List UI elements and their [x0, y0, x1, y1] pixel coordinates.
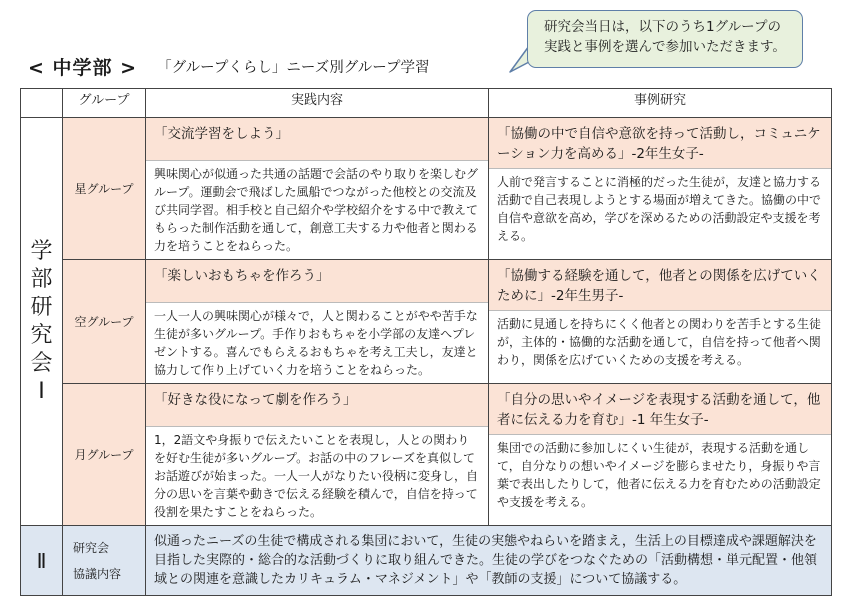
case-cell: [489, 260, 832, 384]
callout-line-2: 実践と事例を選んで参加いただきます。: [544, 39, 786, 55]
group-name: 星グループ: [63, 118, 146, 260]
section2-topic-line-1: 研究会: [73, 540, 110, 555]
section1-label-char: 学: [30, 238, 53, 264]
practice-cell: [146, 118, 489, 260]
section2-label: Ⅱ: [21, 526, 63, 596]
section1-label-char: Ⅰ: [38, 378, 45, 404]
page-subtitle: 「グループくらし」ニーズ別グループ学習: [157, 59, 430, 76]
header-case: 事例研究: [489, 89, 832, 118]
practice-description: 一人一人の興味関心が様々で，人と関わることがやや苦手な生徒が多いグループ。手作りおもちゃを小学部の友達へプレゼントする。喜んでもらえるおもちゃを考え工夫し，友達と協力して作り上げていく力を培うことをねらった。: [146, 303, 488, 383]
callout-note: [527, 10, 803, 68]
table-row: [21, 118, 832, 260]
section1-label-char: 研: [30, 294, 53, 320]
callout-line-1: 研究会当日は，以下のうち1グループの: [544, 19, 782, 35]
section1-label: [21, 118, 63, 526]
case-title: 「協働する経験を通して，他者との関係を広げていくために」-2年生男子-: [489, 260, 831, 311]
section2-topic: [63, 526, 146, 596]
header-practice: 実践内容: [146, 89, 489, 118]
practice-title: 「楽しいおもちゃを作ろう」: [146, 260, 488, 303]
group-name: 空グループ: [63, 260, 146, 384]
section1-label-char: 会: [30, 350, 53, 376]
section1-label-char: 究: [30, 322, 53, 348]
practice-title: 「交流学習をしよう」: [146, 118, 488, 161]
group-name: 月グループ: [63, 384, 146, 526]
case-cell: [489, 118, 832, 260]
study-table: [20, 88, 832, 596]
case-description: 人前で発言することに消極的だった生徒が，友達と協力する活動で自己表現しようとする場面が増えてきた。協働の中で自信や意欲を高め，学びを深めるための活動設定や支援を考える。: [489, 169, 831, 249]
practice-title: 「好きな役になって劇を作ろう」: [146, 384, 488, 427]
header-group: グループ: [63, 89, 146, 118]
section1-label-char: 部: [30, 266, 53, 292]
header-blank: [21, 89, 63, 118]
practice-cell: [146, 384, 489, 526]
case-cell: [489, 384, 832, 526]
table-header-row: [21, 89, 832, 118]
case-title: 「自分の思いやイメージを表現する活動を通して，他者に伝える力を育む」-1 年生女子-: [489, 384, 831, 435]
page-heading: [28, 52, 430, 80]
case-description: 集団での活動に参加しにくい生徒が，表現する活動を通して，自分なりの想いやイメージを膨らませたり，身振りや言葉で表出したりして，他者に伝える力を育むための活動設定や支援を考える。: [489, 435, 831, 515]
case-description: 活動に見通しを持ちにくく他者との関わりを苦手とする生徒が，主体的・協働的な活動を通して，自信を持って他者へ関わり，関係を広げていくための支援を考える。: [489, 311, 831, 373]
section2-topic-line-2: 協議内容: [73, 566, 122, 581]
practice-description: 1，2語文や身振りで伝えたいことを表現し，人との関わりを好む生徒が多いグループ。お話の中のフレーズを真似してお話遊びが始まった。一人一人がなりたい役柄に変身し，自分の思いを言葉や動きで伝える経験を積んで，自信を持って役割を果たすことをねらった。: [146, 427, 488, 525]
section2-text: 似通ったニーズの生徒で構成される集団において，生徒の実態やねらいを踏まえ，生活上の目標達成や課題解決を目指した実際的・総合的な活動づくりに取り組んできた。生徒の学びをつなぐための「活動構想・単元配置・他領域との関連を意識したカリキュラム・マネジメント」や「教師の支援」について協議する。: [146, 526, 832, 596]
section2-row: [21, 526, 832, 596]
practice-cell: [146, 260, 489, 384]
department-title: < 中学部 >: [28, 56, 138, 79]
case-title: 「協働の中で自信や意欲を持って活動し，コミュニケーション力を高める」-2年生女子-: [489, 118, 831, 169]
practice-description: 興味関心が似通った共通の話題で会話のやり取りを楽しむグループ。運動会で飛ばした風船でつながった他校との交流及び共同学習。相手校と自己紹介や学校紹介をする中で教えてもらった制作活動を通して，創意工夫する力や他者と関わる力を培うことをねらった。: [146, 161, 488, 259]
table-row: [21, 384, 832, 526]
table-row: [21, 260, 832, 384]
